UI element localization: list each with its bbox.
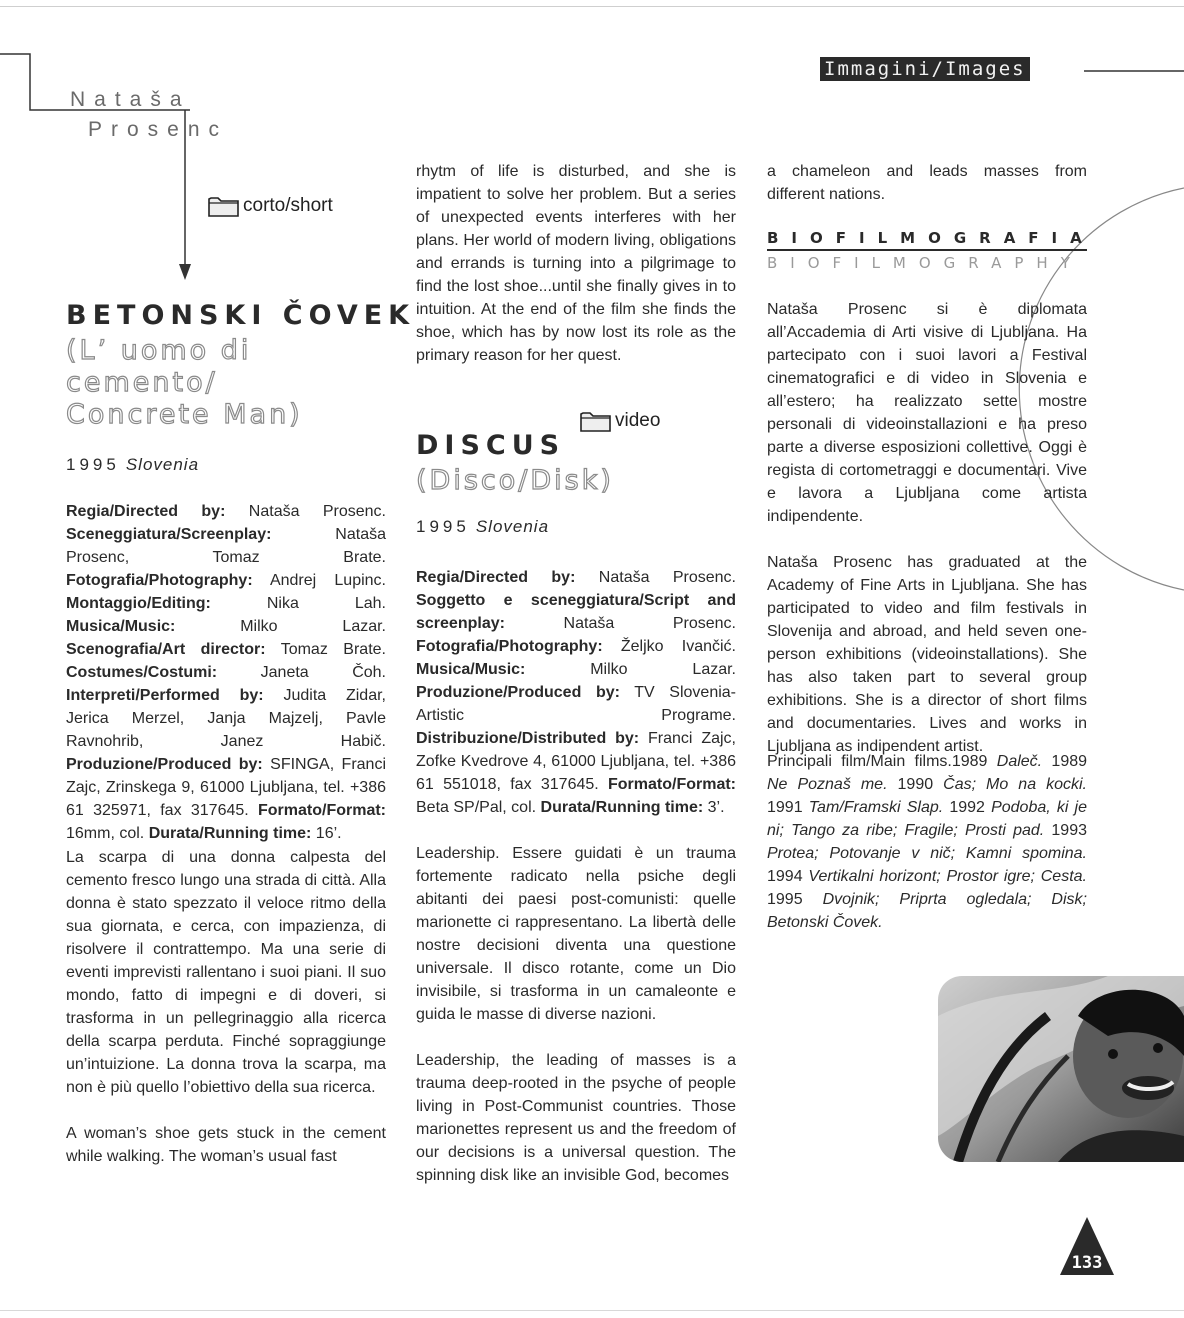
- film2-category-label: video: [615, 410, 661, 431]
- credit-value: Nataša Prosenc, Tomaz Brate.: [66, 526, 386, 566]
- filmography-titles: Čas; Mo na kocki.: [943, 776, 1087, 793]
- credit-value: Nataša Prosenc.: [225, 503, 387, 520]
- folder-icon: [208, 195, 240, 217]
- credit-label: Distribuzione/Distributed by:: [416, 730, 640, 747]
- film2-year: 1995: [416, 517, 470, 536]
- film1-subtitle-line: cemento/: [66, 367, 218, 398]
- bio-text: [767, 298, 1087, 781]
- credit-value: TV Slovenia-Artistic Programe.: [416, 684, 737, 724]
- film2-synopsis-en: Leadership, the leading of masses is a trauma deep-rooted in the psyche of people living in Post-Communist countries. Those marionettes represent us and the freedom of our decisions is a universal question. The spinning disk like an invisible God, becomes: [416, 1052, 736, 1184]
- film2-year-country: [416, 517, 549, 537]
- film1-year-country: [66, 455, 199, 475]
- credit-value: Beta SP/Pal, col.: [416, 799, 541, 816]
- filmography-titles: Vertikalni horizont; Prostor igre; Cesta.: [808, 868, 1087, 885]
- credit-value: 16’.: [311, 825, 342, 842]
- filmography-titles: Tam/Framski Slap.: [808, 799, 950, 816]
- credit-value: Judita Zidar, Jerica Merzel, Janja Majzelj, Pavle Ravnohrib, Janez Habič.: [66, 687, 386, 750]
- folder-icon: [580, 410, 612, 432]
- filmography-titles: Daleč.: [996, 753, 1052, 770]
- film1-synopsis-continued: [416, 160, 736, 390]
- film1-synopsis-it: La scarpa di una donna calpesta del cemento fresco lungo una strada di città. Alla donna è stato spezzato il veloce ritmo della sua giornata, e cerca, con impazienza, di risolvere il contrattempo. Ma una serie di eventi imprevisti rallentano i suoi piani. Il suo mondo, fatto di impegni e di doveri, si trasforma in un pellegrinaggio alla ricerca della scarpa perduta. Finché sopraggiunge un’intuizione. La donna trova la scarpa, ma non è più quello l’obiettivo della sua ricerca.: [66, 849, 386, 1096]
- filmography-year: 1989: [1051, 753, 1088, 770]
- film1-synopsis-en-cont: rhytm of life is disturbed, and she is impatient to solve her problem. But a series of unexpected events interferes with her plans. Her world of modern living, obligations and errands is turning into a pilgrimage to find the lost shoe...until she finally gives in to intuition. At the end of the film she finds the shoe, which has by now lost its role as the primary reason for her quest.: [416, 163, 736, 364]
- credit-value: Franci Zajc, Zofke Kvedrove 4, 61000 Ljubljana, tel. +386 61 551018, fax 317645.: [416, 730, 736, 793]
- credit-label: Sceneggiatura/Screenplay:: [66, 526, 272, 543]
- credit-value: Milko Lazar.: [525, 661, 736, 678]
- credit-label: Interpreti/Performed by:: [66, 687, 264, 704]
- credit-label: Fotografia/Photography:: [416, 638, 603, 655]
- filmography-year: 1989: [951, 753, 997, 770]
- film1-synopsis-en: A woman’s shoe gets stuck in the cement while walking. The woman’s usual fast: [66, 1125, 386, 1165]
- film2-title: DISCUS: [416, 430, 566, 461]
- credit-label: Formato/Format:: [608, 776, 736, 793]
- credit-value: Janeta Čoh.: [217, 664, 386, 681]
- credit-label: Regia/Directed by:: [416, 569, 576, 586]
- film1-credits: [66, 500, 386, 868]
- filmography-titles: Ne Poznaš me.: [767, 776, 898, 793]
- film1-synopsis: [66, 846, 386, 1191]
- film1-category: [208, 195, 333, 217]
- credit-value: Milko Lazar.: [175, 618, 386, 635]
- film2-synopsis-it: Leadership. Essere guidati è un trauma fortemente radicato nella psiche degli abitanti dei paesi post-comunisti: quelle marionette ci rappresentano. La libertà delle nostre decisioni diventa una questione universale. Il disco rotante, come un Dio invisibile, si trasforma in un camaleonte e guida le masse di diverse nazioni.: [416, 845, 736, 1023]
- filmography-titles: Protea; Potovanje v nič; Kamni spomina.: [767, 845, 1087, 862]
- film1-subtitle: [66, 335, 396, 431]
- credit-value: SFINGA, Franci Zajc, Zrinskega 9, 61000 Ljubljana, tel. +386 61 325971, fax 317645.: [66, 756, 386, 819]
- section-label: Immagini/Images: [820, 57, 1030, 81]
- credit-value: 3’.: [703, 799, 725, 816]
- film2-subtitle: (Disco/Disk): [416, 465, 614, 496]
- filmography-label: Principali film/Main films.: [767, 753, 952, 770]
- bio-text-it: Nataša Prosenc si è diplomata all’Accademia di Arti visive di Ljubljana. Ha partecipato con i suoi lavori a Festival cinematografici e di video in Slovenia e all’estero; ha realizzato sette mostre personali di videoinstallazioni e ha preso parte a diverse esposizioni collettive. Oggi è regista di cortometraggi e documentari. Vive e lavora a Ljubljana come artista indipendente.: [767, 301, 1087, 525]
- credit-label: Formato/Format:: [258, 802, 386, 819]
- credit-value: Željko Ivančić.: [602, 638, 736, 655]
- credit-label: Durata/Running time:: [540, 799, 704, 816]
- credit-label: Produzione/Produced by:: [416, 684, 620, 701]
- bio-heading-it: BIOFILMOGRAFIA: [767, 229, 1087, 251]
- film1-title: BETONSKI ČOVEK: [66, 300, 416, 331]
- filmography-paragraph: [767, 750, 1087, 934]
- filmography-titles: Dvojnik; Priprta ogledala; Disk; Betonski Čovek.: [767, 891, 1087, 931]
- credit-label: Soggetto e sceneggiatura/Script and screenplay:: [416, 592, 736, 632]
- credit-label: Durata/Running time:: [148, 825, 312, 842]
- credit-value: Andrej Lupinc.: [252, 572, 386, 589]
- author-last-name: Prosenc: [88, 118, 229, 141]
- credit-label: Costumes/Costumi:: [66, 664, 218, 681]
- credit-label: Scenografia/Art director:: [66, 641, 266, 658]
- film1-subtitle-line: (L’ uomo di: [66, 335, 252, 366]
- film1-subtitle-line: Concrete Man): [66, 399, 303, 430]
- film2-synopsis-continued: [767, 160, 1087, 229]
- filmography-year: 1994: [767, 868, 809, 885]
- film1-country: Slovenia: [125, 455, 200, 474]
- filmography-year: 1992: [949, 799, 992, 816]
- credit-label: Regia/Directed by:: [66, 503, 226, 520]
- credit-label: Fotografia/Photography:: [66, 572, 253, 589]
- filmography: [767, 750, 1087, 957]
- film2-country: Slovenia: [475, 517, 550, 536]
- filmography-year: 1993: [1051, 822, 1087, 839]
- page-number-badge: [1058, 1215, 1116, 1277]
- film1-credits-paragraph: [66, 500, 386, 845]
- bio-heading-en: BIOFILMOGRAPHY: [767, 254, 1083, 272]
- author-first-name: Nataša: [70, 88, 191, 111]
- film2-credits-paragraph: [416, 566, 736, 819]
- film-still-image: [938, 976, 1184, 1162]
- credit-value: Nataša Prosenc.: [575, 569, 737, 586]
- credit-label: Produzione/Produced by:: [66, 756, 263, 773]
- page-number: 133: [1071, 1253, 1103, 1273]
- filmography-year: 1990: [897, 776, 944, 793]
- bio-text-en: Nataša Prosenc has graduated at the Academy of Fine Arts in Ljubljana. She has participated to video and film festivals in Slovenija and abroad, and held seven one-person exhibitions (videoinstallations). She has also taken part to several group exhibitions. She is a director of short films and documentaries. Lives and works in Ljubljana as indipendent artist.: [767, 554, 1087, 755]
- film2-credits-synopsis: [416, 566, 736, 1210]
- credit-value: Nataša Prosenc.: [504, 615, 736, 632]
- filmography-year: 1995: [767, 891, 823, 908]
- filmography-year: 1991: [767, 799, 809, 816]
- film1-category-label: corto/short: [243, 195, 333, 216]
- film2-synopsis-en-cont: a chameleon and leads masses from different nations.: [767, 163, 1087, 203]
- credit-label: Musica/Music:: [416, 661, 526, 678]
- film1-year: 1995: [66, 455, 120, 474]
- credit-value: Tomaz Brate.: [265, 641, 386, 658]
- biofilmography-heading: [767, 229, 1095, 272]
- filmography-titles: Podoba, ki je ni; Tango za ribe; Fragile; Prosti pad.: [767, 799, 1087, 839]
- credit-value: 16mm, col.: [66, 825, 149, 842]
- credit-label: Montaggio/Editing:: [66, 595, 211, 612]
- credit-value: Nika Lah.: [210, 595, 386, 612]
- film2-category: [580, 410, 660, 432]
- credit-label: Musica/Music:: [66, 618, 176, 635]
- film-still-photo: [938, 976, 1184, 1162]
